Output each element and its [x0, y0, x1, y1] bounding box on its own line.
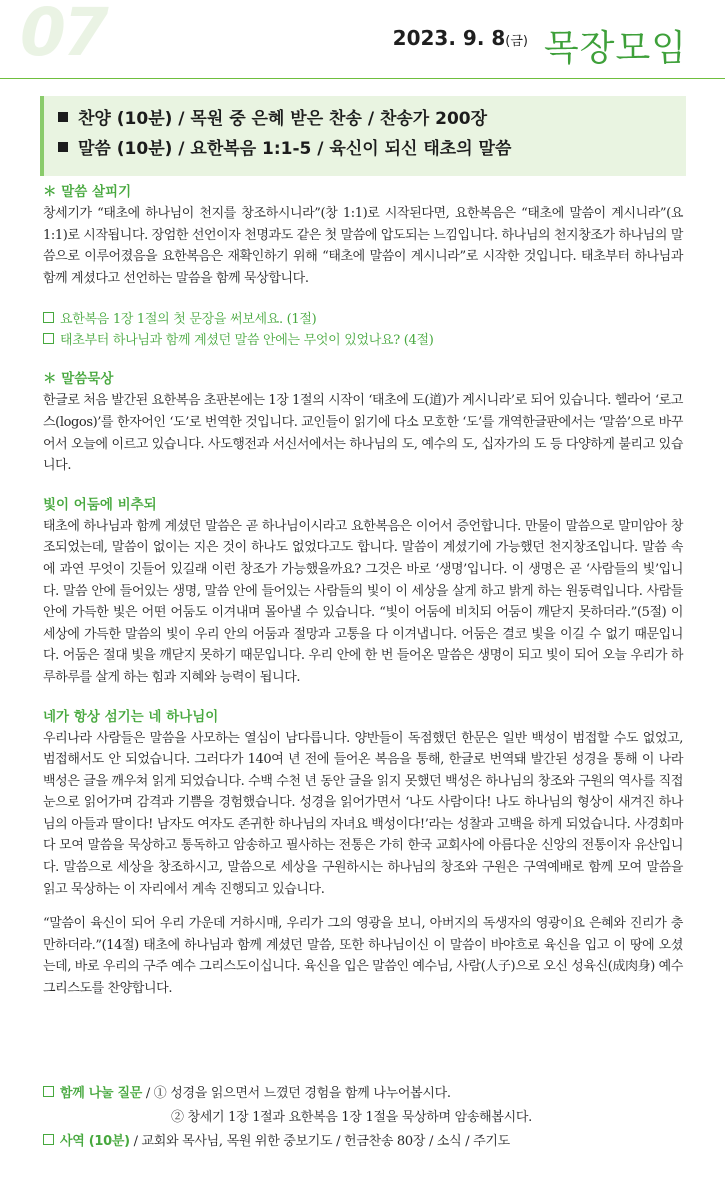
meditation-paragraph: 한글로 처음 발간된 요한복음 초판본에는 1장 1절의 시작이 ‘태초에 도(道)가 계시니라’로 되어 있습니다. 헬라어 ‘로고스(logos)’를 한자어인 ‘도’로 번역한 것입니다. 교인들이 읽기에 다소 모호한 ‘도’를 개역한글판에서는 ‘말씀’으로 바꾸어서 오늘에 이르고 있습니다. 사도행전과 서신서에서는 하나님의 도, 예수의 도, 십자가의 도 등 다양하게 불리고 있습니다.	[43, 393, 683, 474]
look-paragraph: 창세기가 “태초에 하나님이 천지를 창조하시니라”(창 1:1)로 시작된다면, 요한복음은 “태초에 말씀이 계시니라”(요 1:1)로 시작됩니다. 장엄한 선언이자 천명과도 같은 첫 말씀에 압도되는 느낌입니다. 하나님의 천지창조가 하나님의 말씀으로 이루어졌음을 요한복음은 재확인하기 위해 “태초에 말씀이 계시니라”로 시작한 것입니다. 태초부터 하나님과 함께 계셨다고 선언하는 말씀을 함께 묵상합니다.	[43, 206, 683, 286]
date	[393, 26, 528, 50]
page-number: 07	[20, 0, 106, 71]
mission-text: / 교회와 목사님, 목원 위한 중보기도 / 헌금찬송 80장 / 소식 / 주기도	[133, 1134, 510, 1149]
light-paragraph: 태초에 하나님과 함께 계셨던 말씀은 곧 하나님이시라고 요한복음은 이어서 증언합니다. 만물이 말씀으로 말미암아 창조되었는데, 말씀이 없이는 지은 것이 하나도 없었다고도 합니다. 말씀이 계셨기에 가능했던 천지창조입니다. 말씀 속에 과연 무엇이 깃들어 있길래 이런 창조가 가능했을까요? 그것은 바로 ‘생명’입니다. 이 생명은 곧 ‘사람들의 빛’입니다. 말씀 안에 들어있는 생명, 말씀 안에 들어있는 사람들의 빛이 이 세상을 살게 하고 밝게 하는 원동력입니다. 사람들 안에 가득한 빛은 어떤 어둠도 이겨내며 몰아낼 수 있습니다. “빛이 어둠에 비치되 어둠이 깨닫지 못하더라.”(5절) 이 세상에 가득한 말씀의 빛이 우리 안의 어둠과 절망과 고통을 다 이겨냅니다. 어둠은 결코 빛을 이길 수 없기 때문입니다. 어둠은 절대 빛을 깨닫지 못하기 때문입니다. 우리 안에 한 번 들어온 말씀은 생명이 되고 빛이 되어 오늘 우리가 하루하루를 살게 하는 힘과 지혜와 능력이 됩니다.	[43, 518, 683, 685]
section-title: 목장모임	[543, 28, 687, 69]
share-question-text: ② 창세기 1장 1절과 요한복음 1장 1절을 묵상하며 암송해봅시다.	[171, 1110, 533, 1125]
question-text: 태초부터 하나님과 함께 계셨던 말씀 안에는 무엇이 있었나요? (4절)	[60, 333, 434, 349]
share-question-2	[43, 1106, 683, 1130]
date-text: 2023. 9. 8	[392, 26, 506, 50]
question-text: 요한복음 1장 1절의 첫 문장을 써보세요. (1절)	[60, 312, 317, 328]
god-paragraph: 우리나라 사람들은 말씀을 사모하는 열심이 남다릅니다. 양반들이 독점했던 한문은 일반 백성이 범접할 수도 없었고, 범접해서도 안 되었습니다. 그러다가 140여 년 전에 들어온 복음을 통해, 한글로 번역돼 발간된 성경을 통해 이 나라 백성은 글을 깨우쳐 읽게 되었습니다. 수백 수천 년 동안 글을 읽지 못했던 백성은 하나님의 창조와 구원의 역사를 직접 눈으로 읽어가며 감격과 기쁨을 경험했습니다. 성경을 읽어가면서 ‘나도 사람이다! 나도 하나님의 형상이 새겨진 하나님의 아들과 딸이다! 남자도 여자도 존귀한 하나님의 자녀요 백성이다!’라는 성찰과 고백을 하게 되었습니다. 사경회마다 모여 말씀을 묵상하고 통독하고 암송하고 필사하는 전통은 가히 한국 교회사에 아름다운 신앙의 전통이자 유산입니다. 말씀으로 세상을 창조하시고, 말씀으로 세상을 구원하시는 하나님의 창조와 구원은 구역예배로 함께 모여 말씀을 읽고 묵상하는 이 자리에서 계속 진행되고 있습니다.	[43, 730, 683, 897]
checkbox-icon	[43, 1134, 54, 1145]
god-heading: 네가 항상 섬기는 네 하나님이	[43, 708, 219, 725]
header-divider	[0, 78, 725, 79]
order-item-praise	[58, 104, 686, 134]
checkbox-icon	[43, 312, 54, 323]
meditation-heading: ＊ 말씀묵상	[43, 371, 114, 388]
date-day: (금)	[505, 34, 528, 49]
share-question-1: 함께 나눌 질문 / ① 성경을 읽으면서 느꼈던 경험을 함께 나누어봅시다.	[43, 1082, 683, 1106]
mission-label: 사역 (10분)	[60, 1134, 130, 1149]
question-item	[43, 309, 683, 330]
order-item-word	[58, 134, 686, 164]
look-heading: ＊ 말씀 살피기	[43, 184, 132, 200]
mission-line	[43, 1130, 683, 1154]
checkbox-icon	[43, 333, 54, 344]
question-item	[43, 330, 683, 351]
closing-paragraph: “말씀이 육신이 되어 우리 가운데 거하시매, 우리가 그의 영광을 보니, 아버지의 독생자의 영광이요 은혜와 진리가 충만하더라.”(14절) 태초에 하나님과 함께 계셨던 말씀, 또한 하나님이신 이 말씀이 바야흐로 육신을 입고 이 땅에 오셨는데, 바로 우리의 구주 예수 그리스도이십니다. 육신을 입은 말씀인 예수님, 사람(人子)으로 오신 성육신(成肉身) 예수 그리스도를 찬양합니다.	[43, 916, 683, 997]
light-heading: 빛이 어둠에 비추되	[43, 496, 157, 513]
footer	[43, 1082, 683, 1154]
share-question-text: ① 성경을 읽으면서 느꼈던 경험을 함께 나누어봅시다.	[153, 1086, 451, 1101]
checkbox-icon	[43, 1086, 54, 1097]
order-item-text: 찬양 (10분) / 목원 중 은혜 받은 찬송 / 찬송가 200장	[78, 109, 488, 129]
share-label: 함께 나눌 질문	[60, 1086, 142, 1101]
order-item-text: 말씀 (10분) / 요한복음 1:1-5 / 육신이 되신 태초의 말씀	[78, 139, 512, 159]
main-content	[43, 182, 683, 1000]
worship-order-box	[40, 96, 686, 176]
square-bullet-icon	[58, 142, 68, 152]
square-bullet-icon	[58, 112, 68, 122]
